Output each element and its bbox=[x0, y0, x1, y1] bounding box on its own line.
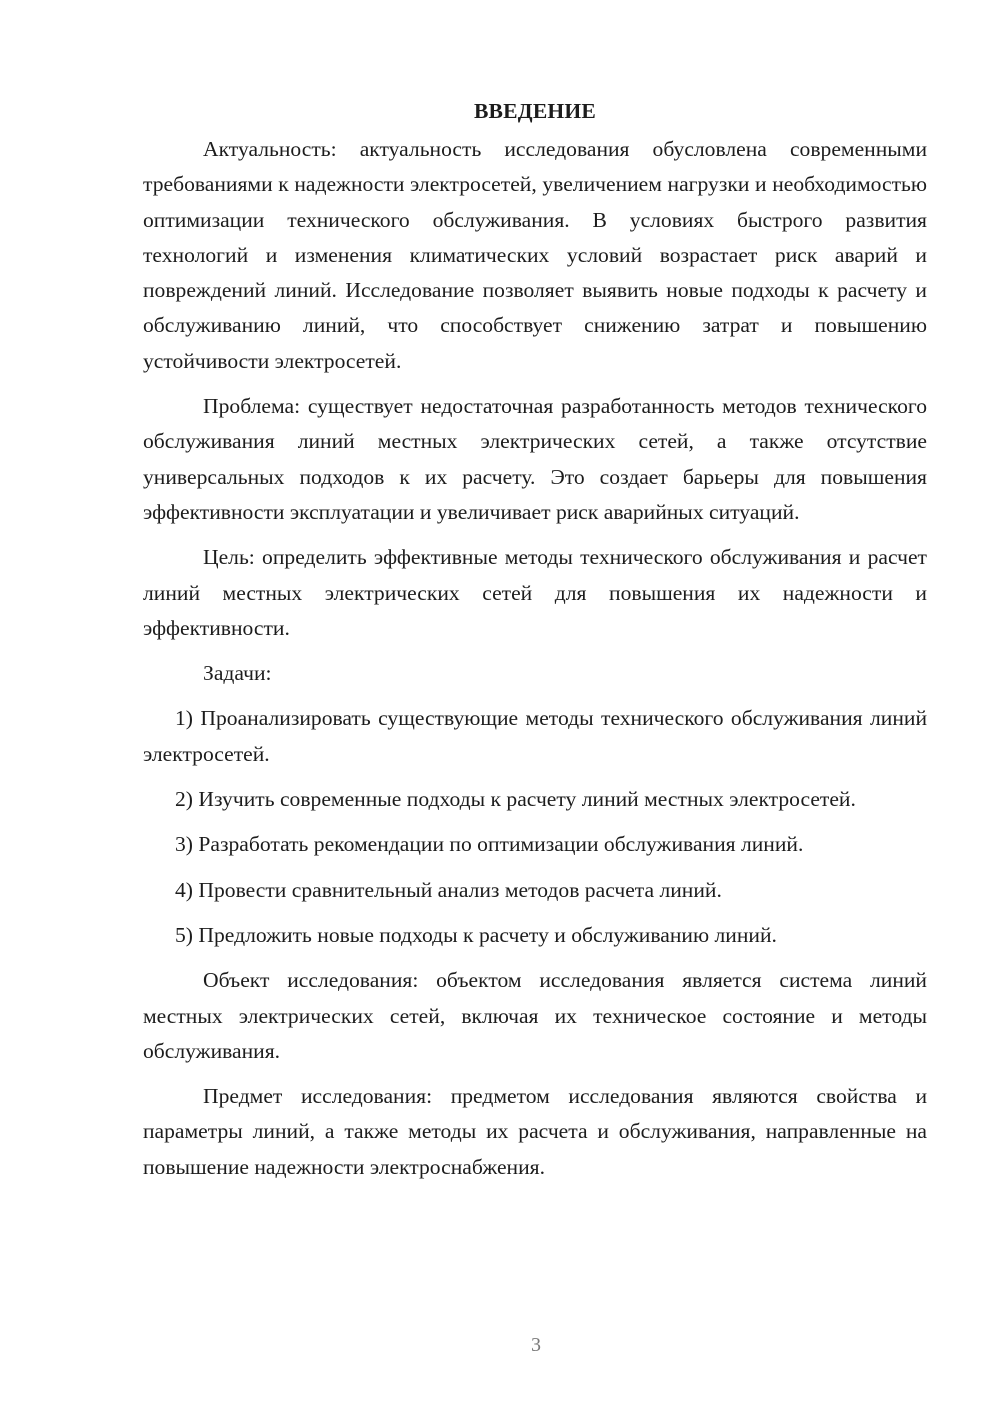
document-body bbox=[143, 96, 927, 1195]
problem-paragraph: Проблема: существует недостаточная разработанность методов технического обслуживания линий местных электрических сетей, а также отсутствие универсальных подходов к их расчету. Это создает барьеры для повышения эффективности эксплуатации и увеличивает риск аварийных ситуаций. bbox=[143, 394, 927, 524]
task-item: 4) Провести сравнительный анализ методов расчета линий. bbox=[175, 877, 722, 902]
subject-paragraph: Предмет исследования: предметом исследования являются свойства и параметры линий, а также методы их расчета и обслуживания, направленные на повышение надежности электроснабжения. bbox=[143, 1084, 927, 1179]
page-number: 3 bbox=[531, 1334, 541, 1356]
task-item: 5) Предложить новые подходы к расчету и обслуживанию линий. bbox=[175, 922, 777, 947]
tasks-list bbox=[143, 701, 927, 953]
tasks-label: Задачи: bbox=[203, 661, 272, 686]
goal-paragraph: Цель: определить эффективные методы технического обслуживания и расчет линий местных электрических сетей для повышения их надежности и эффективности. bbox=[143, 545, 927, 640]
section-heading: ВВЕДЕНИЕ bbox=[473, 99, 597, 123]
relevance-paragraph: Актуальность: актуальность исследования обусловлена современными требованиями к надежности электросетей, увеличением нагрузки и необходимостью оптимизации технического обслуживания. В условиях быстрого развития технологий и изменения климатических условий возрастает риск аварий и повреждений линий. Исследование позволяет выявить новые подходы к расчету и обслуживанию линий, что способствует снижению затрат и повышению устойчивости электросетей. bbox=[143, 137, 927, 373]
task-item: 1) Проанализировать существующие методы технического обслуживания линий электросетей. bbox=[143, 706, 927, 766]
object-paragraph: Объект исследования: объектом исследования является система линий местных электрических сетей, включая их техническое состояние и методы обслуживания. bbox=[143, 968, 927, 1063]
task-item: 3) Разработать рекомендации по оптимизации обслуживания линий. bbox=[175, 832, 804, 857]
task-item: 2) Изучить современные подходы к расчету линий местных электросетей. bbox=[175, 787, 856, 812]
